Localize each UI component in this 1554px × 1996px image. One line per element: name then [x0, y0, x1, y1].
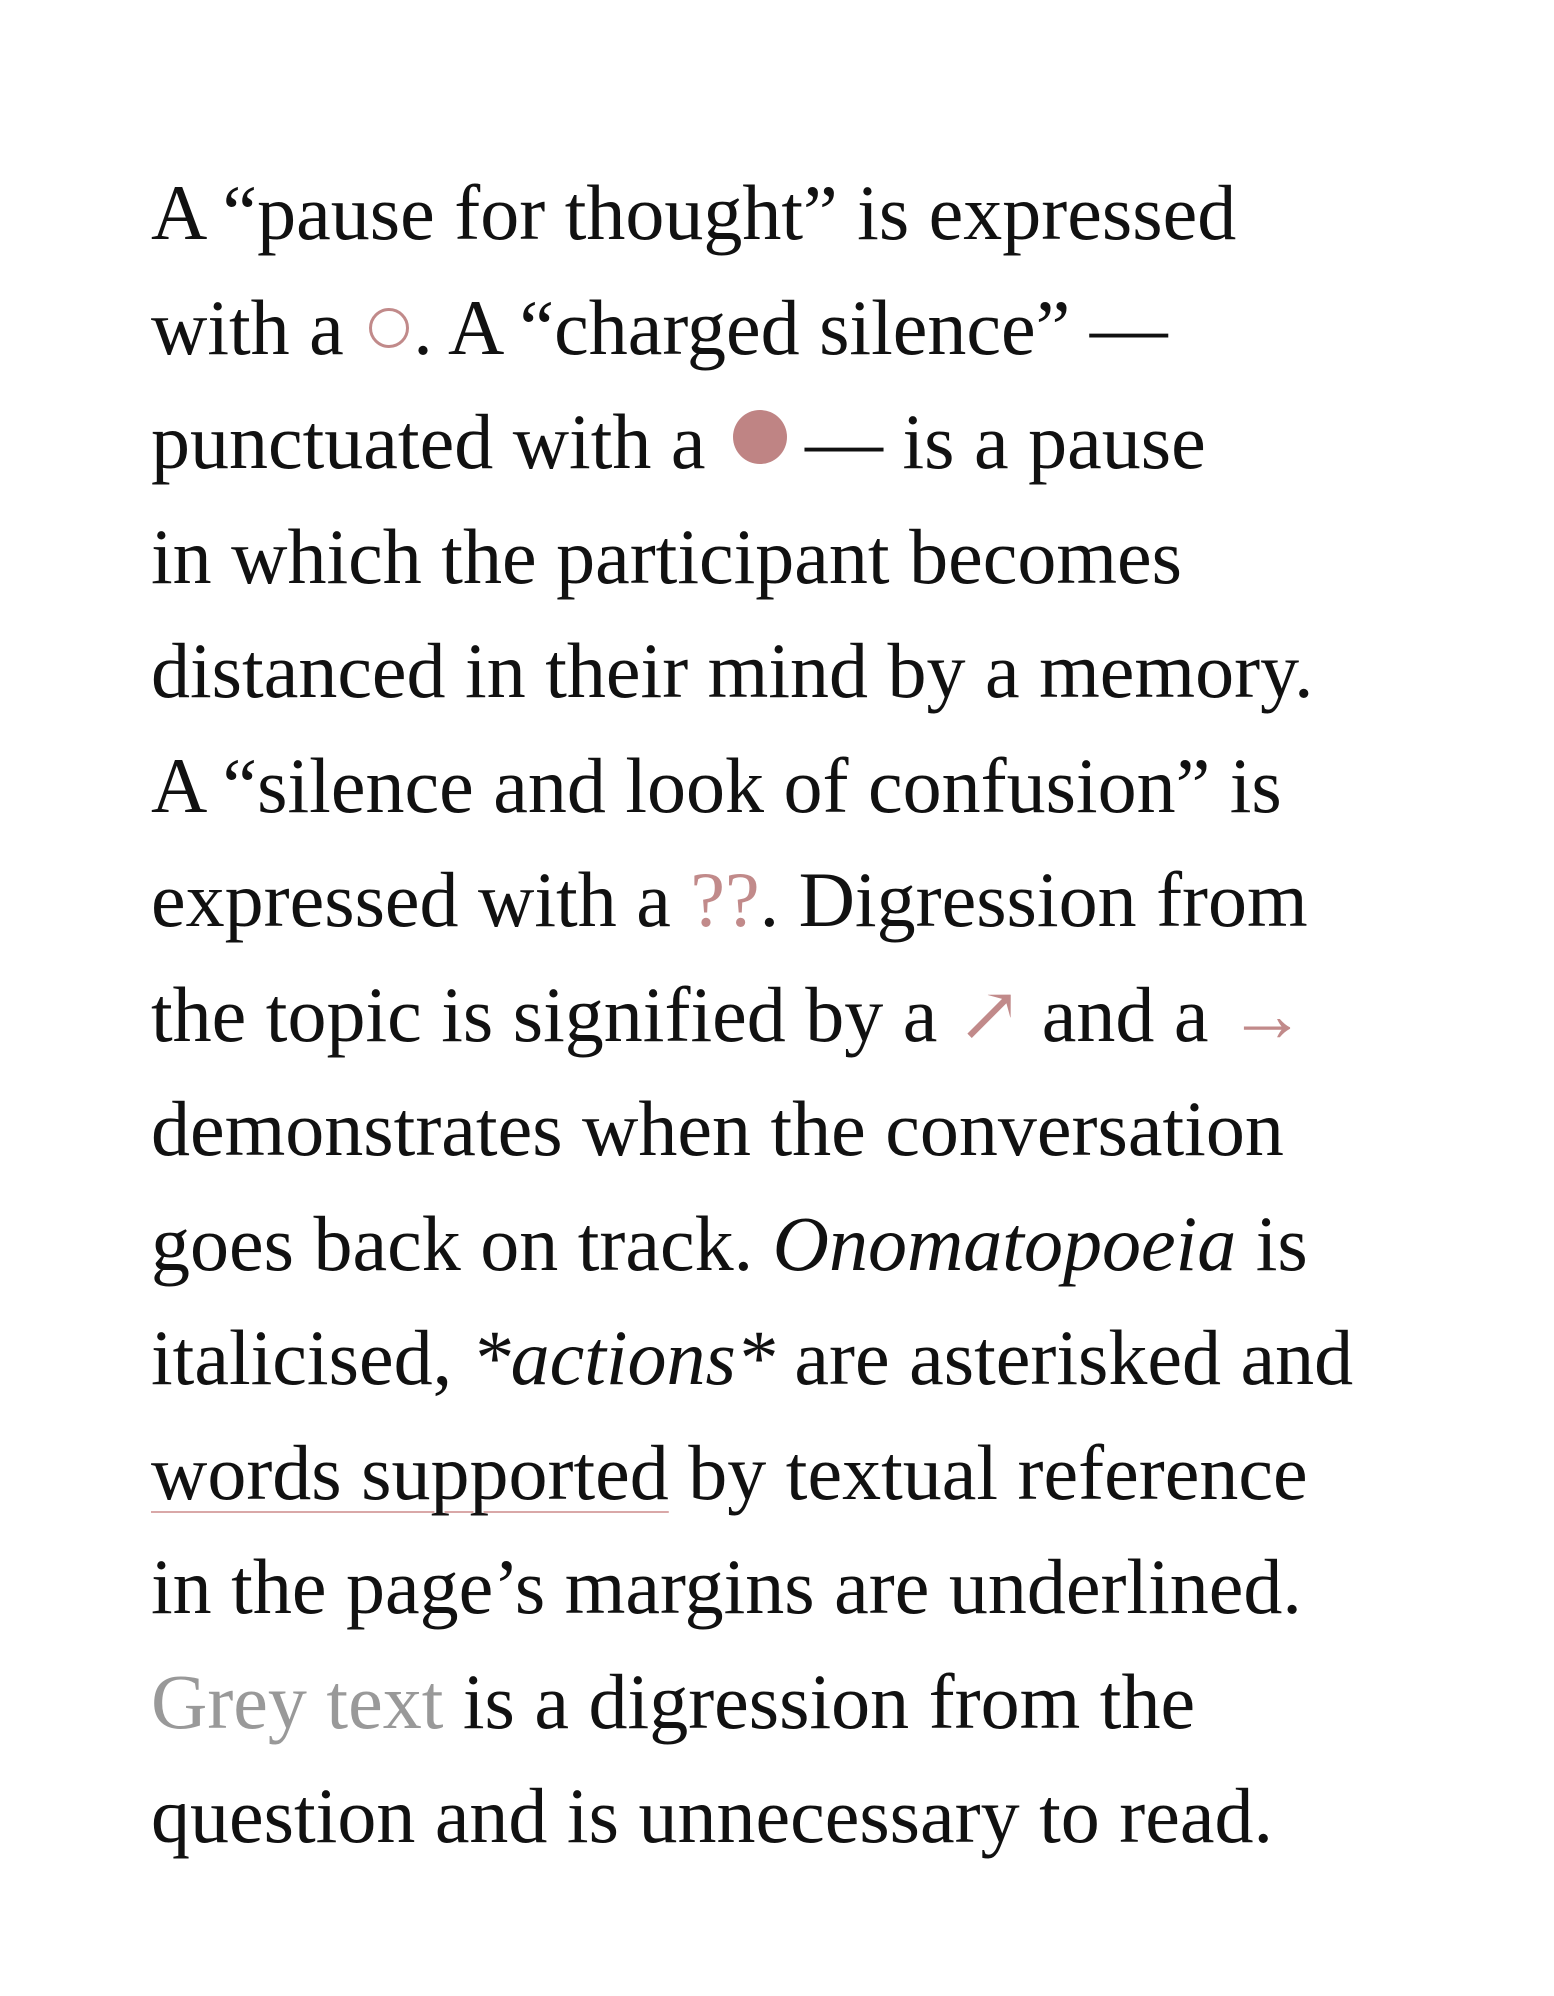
legend-line-15: question and is unnecessary to read.	[151, 1772, 1274, 1859]
legend-text: and a	[1022, 970, 1228, 1058]
legend-line-10	[151, 1187, 1431, 1302]
legend-line-5: distanced in their mind by a memory.	[151, 627, 1314, 714]
arrow-up-right-icon: ↗	[956, 970, 1023, 1058]
legend-line-13: in the page’s margins are underlined.	[151, 1543, 1302, 1630]
legend-line-9: demonstrates when the conversation	[151, 1085, 1284, 1172]
legend-line-4: in which the participant becomes	[151, 512, 1182, 600]
actions-example: *actions*	[471, 1314, 775, 1401]
legend-text: punctuated with a	[151, 398, 706, 485]
legend-text: italicised,	[151, 1314, 472, 1401]
legend-text: expressed with a	[151, 856, 691, 943]
confusion-symbol: ??	[690, 856, 760, 943]
legend-line-11	[151, 1301, 1431, 1416]
legend-line-2	[151, 271, 1431, 386]
legend-text: the topic is signified by a	[151, 970, 957, 1058]
underlined-example: words supported	[151, 1428, 669, 1516]
legend-text: is a digression from the	[443, 1657, 1196, 1745]
legend-line-3	[151, 385, 1431, 500]
legend-line-6: A “silence and look of confusion” is	[151, 741, 1282, 829]
legend-line-8	[151, 958, 1431, 1073]
filled-circle-icon	[733, 410, 787, 464]
legend-text: is	[1236, 1199, 1308, 1287]
open-circle-icon	[369, 308, 409, 348]
legend-line-14	[151, 1645, 1431, 1760]
legend-text: by textual reference	[668, 1428, 1308, 1516]
legend-text: with a	[151, 283, 344, 371]
arrow-right-icon: →	[1227, 970, 1306, 1058]
transcript-legend	[151, 156, 1431, 1874]
grey-text-example: Grey text	[151, 1657, 444, 1745]
legend-text: . Digression from	[759, 856, 1308, 943]
legend-line-12	[151, 1416, 1431, 1531]
legend-line-7	[151, 843, 1431, 958]
legend-text: goes back on track.	[151, 1199, 773, 1287]
legend-line-1: A “pause for thought” is expressed	[151, 169, 1237, 256]
legend-text: are asterisked and	[774, 1314, 1354, 1401]
legend-text: . A “charged silence” —	[413, 283, 1168, 371]
legend-text: — is a pause	[805, 398, 1206, 485]
onomatopoeia-example: Onomatopoeia	[772, 1199, 1237, 1287]
